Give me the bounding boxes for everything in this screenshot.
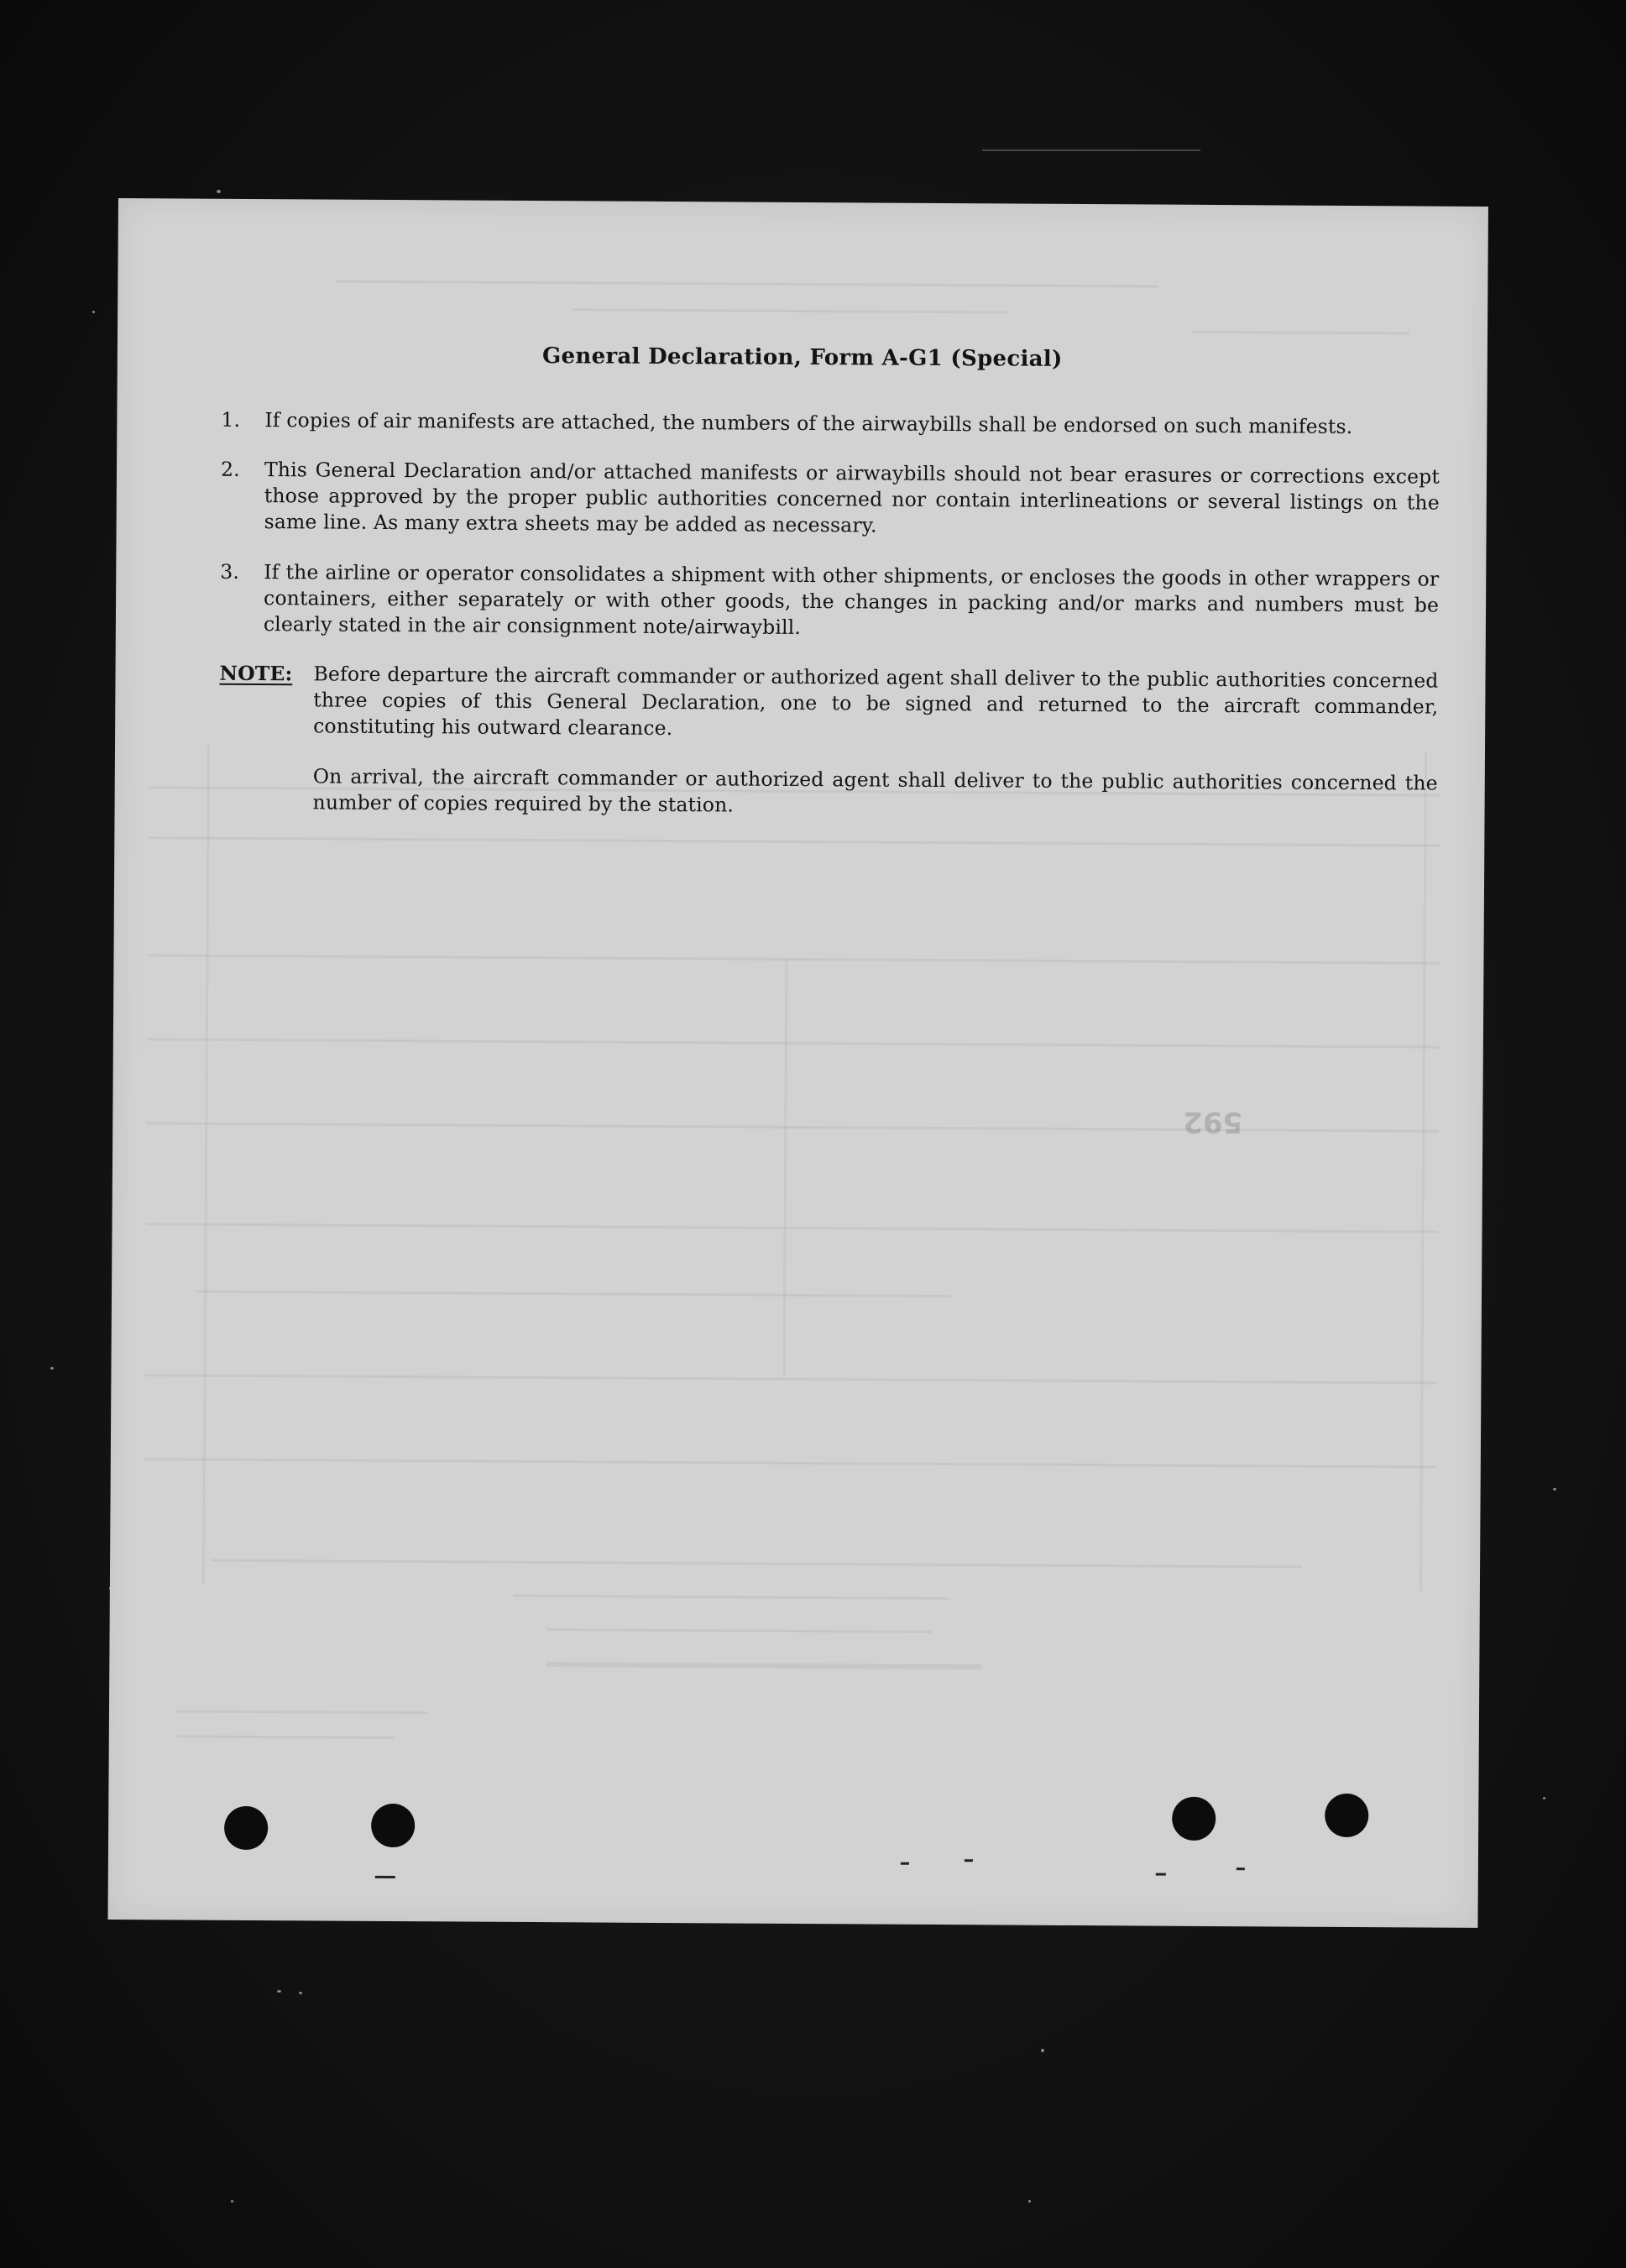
punch-hole-bottom-right-1	[1172, 1797, 1216, 1841]
note-block	[219, 661, 1439, 746]
punch-hole-bottom-right-2	[1325, 1794, 1368, 1837]
document-page	[107, 198, 1487, 1928]
instruction-item-2	[221, 457, 1440, 542]
item-number: 1.	[221, 407, 241, 432]
document-title: General Declaration, Form A-G1 (Special)	[541, 343, 1063, 372]
item-number: 3.	[220, 559, 240, 584]
note-paragraph-1: Before departure the aircraft commander or authorized agent shall deliver to the public authorities concerned three copies of this General Declaration, one to be signed and returned to the aircraft commander, constituting his outward clearance.	[313, 662, 1439, 741]
item-text: If the airline or operator consolidates a shipment with other shipments, or encloses the goods in other wrappers or containers, either separately or with other goods, the changes in packing and/or marks and numbers must be clearly stated in the air consignment note/airwaybill.	[263, 560, 1440, 639]
scan-mark	[375, 1876, 395, 1878]
note-block-2	[219, 763, 1438, 823]
item-text: If copies of air manifests are attached, the numbers of the airwaybills shall be endorsed on such manifests.	[264, 408, 1353, 438]
item-number: 2.	[220, 457, 240, 481]
note-label: NOTE:	[219, 661, 293, 686]
punch-hole-bottom-left-2	[371, 1804, 415, 1847]
punch-hole-bottom-left-1	[224, 1806, 268, 1850]
note-paragraph-2: On arrival, the aircraft commander or authorized agent shall deliver to the public authorities concerned the number of copies required by the station.	[312, 764, 1438, 817]
item-text: This General Declaration and/or attached manifests or airwaybills should not bear erasures or corrections except those approved by the proper public authorities concerned nor contain interlineations or several listings on the same line. As many extra sheets may be added as necessary.	[264, 458, 1440, 537]
instruction-item-3	[220, 559, 1440, 645]
bleed-through-stamp-number: 592	[1183, 1104, 1243, 1139]
top-rule-mark	[982, 149, 1200, 151]
scan-mark	[1236, 1867, 1245, 1870]
scan-mark	[901, 1862, 909, 1865]
scan-mark	[965, 1859, 973, 1862]
scan-mark	[1156, 1873, 1166, 1876]
